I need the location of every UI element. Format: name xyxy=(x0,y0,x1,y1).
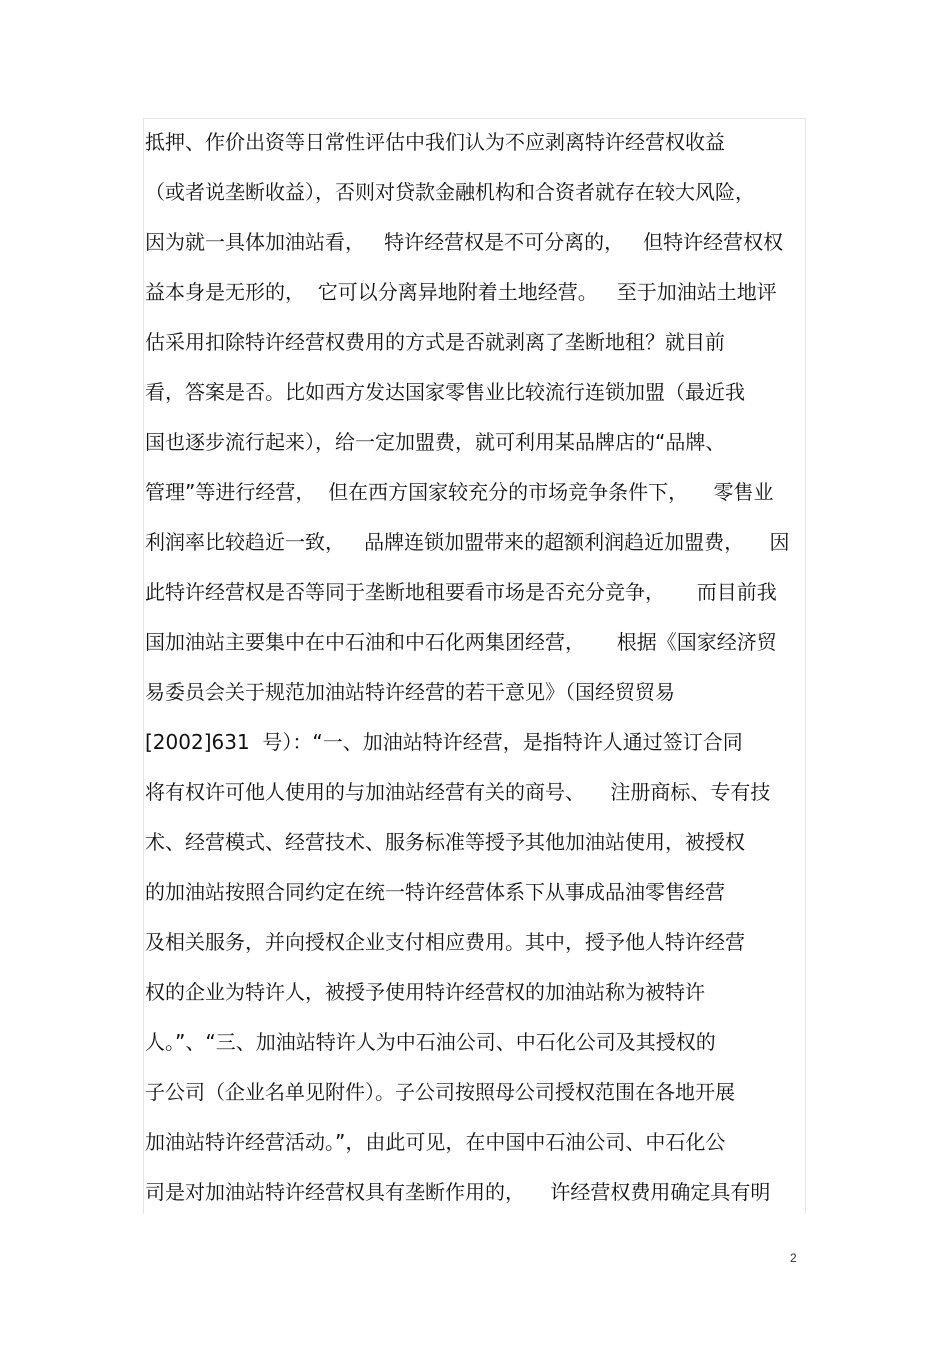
text-line: 的加油站按照合同约定在统一特许经营体系下从事成品油零售经营 xyxy=(145,880,725,904)
text-line: 因为就一具体加油站看， 特许经营权是不可分离的， 但特许经营权权 xyxy=(145,230,784,254)
text-line: 国也逐步流行起来），给一定加盟费，就可利用某品牌店的“品牌、 xyxy=(145,430,726,454)
text-line: 加油站特许经营活动。”，由此可见，在中国中石油公司、中石化公 xyxy=(145,1130,726,1154)
text-line: 易委员会关于规范加油站特许经营的若干意见》（国经贸贸易 xyxy=(145,680,675,704)
text-line: 利润率比较趋近一致， 品牌连锁加盟带来的超额利润趋近加盟费， 因 xyxy=(145,530,790,554)
text-line: 及相关服务，并向授权企业支付相应费用。其中，授予他人特许经营 xyxy=(145,930,745,954)
body-text xyxy=(145,122,809,1222)
text-line: 司是对加油站特许经营权具有垄断作用的， 许经营权费用确定具有明 xyxy=(145,1180,771,1204)
text-line: 益本身是无形的， 它可以分离异地附着土地经营。 至于加油站土地评 xyxy=(145,280,777,304)
text-line: 此特许经营权是否等同于垄断地租要看市场是否充分竞争， 而目前我 xyxy=(145,580,777,604)
text-line: 权的企业为特许人，被授予使用特许经营权的加油站称为被特许 xyxy=(145,980,705,1004)
text-line: （或者说垄断收益），否则对贷款金融机构和合资者就存在较大风险， xyxy=(145,180,755,204)
page-number: 2 xyxy=(790,1251,797,1265)
text-line: 管理”等进行经营， 但在西方国家较充分的市场竞争条件下， 零售业 xyxy=(145,480,774,504)
text-line: 人。”、“三、加油站特许人为中石油公司、中石化公司及其授权的 xyxy=(145,1030,716,1054)
text-line: 看，答案是否。比如西方发达国家零售业比较流行连锁加盟（最近我 xyxy=(145,380,745,404)
text-line: [2002]631 号）：“一、加油站特许经营，是指特许人通过签订合同 xyxy=(145,730,743,754)
text-line: 子公司（企业名单见附件）。子公司按照母公司授权范围在各地开展 xyxy=(145,1080,735,1104)
text-line: 估采用扣除特许经营权费用的方式是否就剥离了垄断地租？就目前 xyxy=(145,330,725,354)
text-line: 抵押、作价出资等日常性评估中我们认为不应剥离特许经营权收益 xyxy=(145,130,725,154)
text-line: 将有权许可他人使用的与加油站经营有关的商号、 注册商标、专有技 xyxy=(145,780,771,804)
text-line: 术、经营模式、经营技术、服务标准等授予其他加油站使用，被授权 xyxy=(145,830,745,854)
text-line: 国加油站主要集中在中石油和中石化两集团经营， 根据《国家经济贸 xyxy=(145,630,777,654)
